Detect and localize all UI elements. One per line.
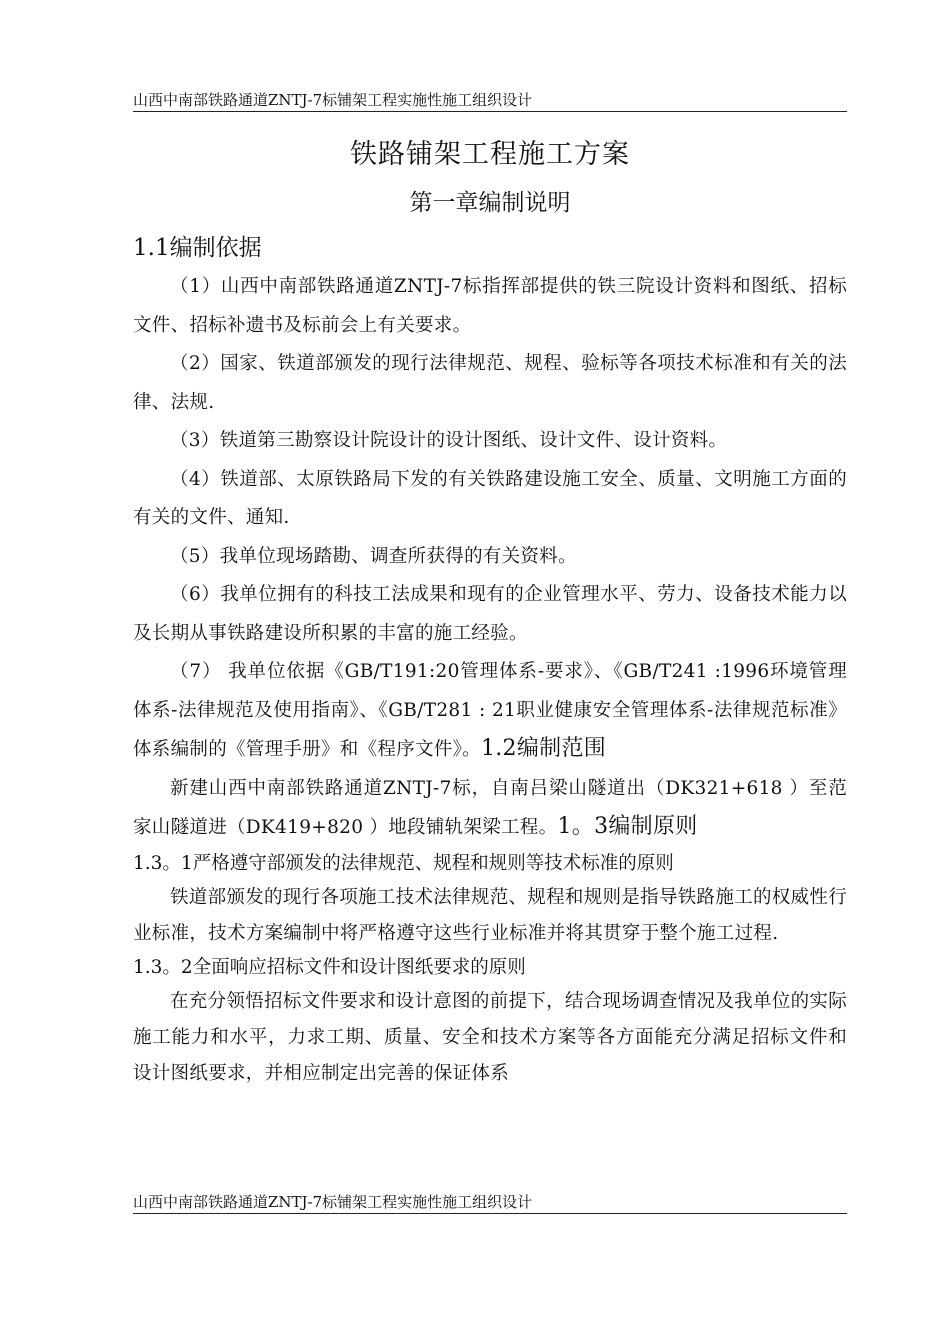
basis-item-5: （5）我单位现场踏勘、调查所获得的有关资料。 xyxy=(170,545,577,567)
basis-item-2: （2）国家、铁道部颁发的现行法律规范、规程、验标等各项技术标准和有关的法律、法规. xyxy=(133,353,847,413)
document-title: 铁路铺架工程施工方案 xyxy=(350,139,630,170)
basis-item-7-text: （7） 我单位依据《GB/T191:20管理体系-要求》、《GB/T241 :1996环境管理体系-法律规范及使用指南》、《GB/T281 : 21职业健康安全管理体系-法律规范标准》体系编制的《管理手册》和《程序文件》。 xyxy=(133,661,847,760)
document-body xyxy=(133,228,847,1092)
running-footer: 山西中南部铁路通道ZNTJ-7标铺架工程实施性施工组织设计 xyxy=(133,1192,847,1214)
section-heading-1-3: 1。3编制原则 xyxy=(557,814,698,839)
running-header: 山西中南部铁路通道ZNTJ-7标铺架工程实施性施工组织设计 xyxy=(133,90,847,112)
section-heading-1-1: 1.1编制依据 xyxy=(133,235,262,261)
subsection-heading-1-3-2: 1.3。2全面响应招标文件和设计图纸要求的原则 xyxy=(133,956,526,978)
basis-item-7 xyxy=(133,653,847,770)
section-heading-1-2: 1.2编制范围 xyxy=(480,736,607,761)
basis-item-1: （1）山西中南部铁路通道ZNTJ-7标指挥部提供的铁三院设计资料和图纸、招标文件、招标补遗书及标前会上有关要求。 xyxy=(133,276,847,336)
subsection-heading-1-3-1: 1.3。1严格遵守部颁发的法律规范、规程和规则等技术标准的原则 xyxy=(133,852,674,874)
scope-paragraph xyxy=(133,770,847,848)
principle-1-text: 铁道部颁发的现行各项施工技术法律规范、规程和规则是指导铁路施工的权威性行业标准，技术方案编制中将严格遵守这些行业标准并将其贯穿于整个施工过程. xyxy=(133,886,847,944)
chapter-title: 第一章编制说明 xyxy=(409,190,571,216)
basis-item-3: （3）铁道第三勘察设计院设计的设计图纸、设计文件、设计资料。 xyxy=(170,430,728,451)
basis-item-4: （4）铁道部、太原铁路局下发的有关铁路建设施工安全、质量、文明施工方面的有关的文件、通知. xyxy=(133,468,847,528)
scope-text: 新建山西中南部铁路通道ZNTJ-7标，自南吕梁山隧道出（DK321+618 ）至范家山隧道进（DK419+820 ）地段铺轨架梁工程。 xyxy=(133,777,847,838)
basis-item-6: （6）我单位拥有的科技工法成果和现有的企业管理水平、劳力、设备技术能力以及长期从事铁路建设所积累的丰富的施工经验。 xyxy=(133,584,847,644)
principle-2-text: 在充分领悟招标文件要求和设计意图的前提下，结合现场调查情况及我单位的实际施工能力和水平，力求工期、质量、安全和技术方案等各方面能充分满足招标文件和设计图纸要求，并相应制定出完善的保证体系 xyxy=(133,990,847,1084)
